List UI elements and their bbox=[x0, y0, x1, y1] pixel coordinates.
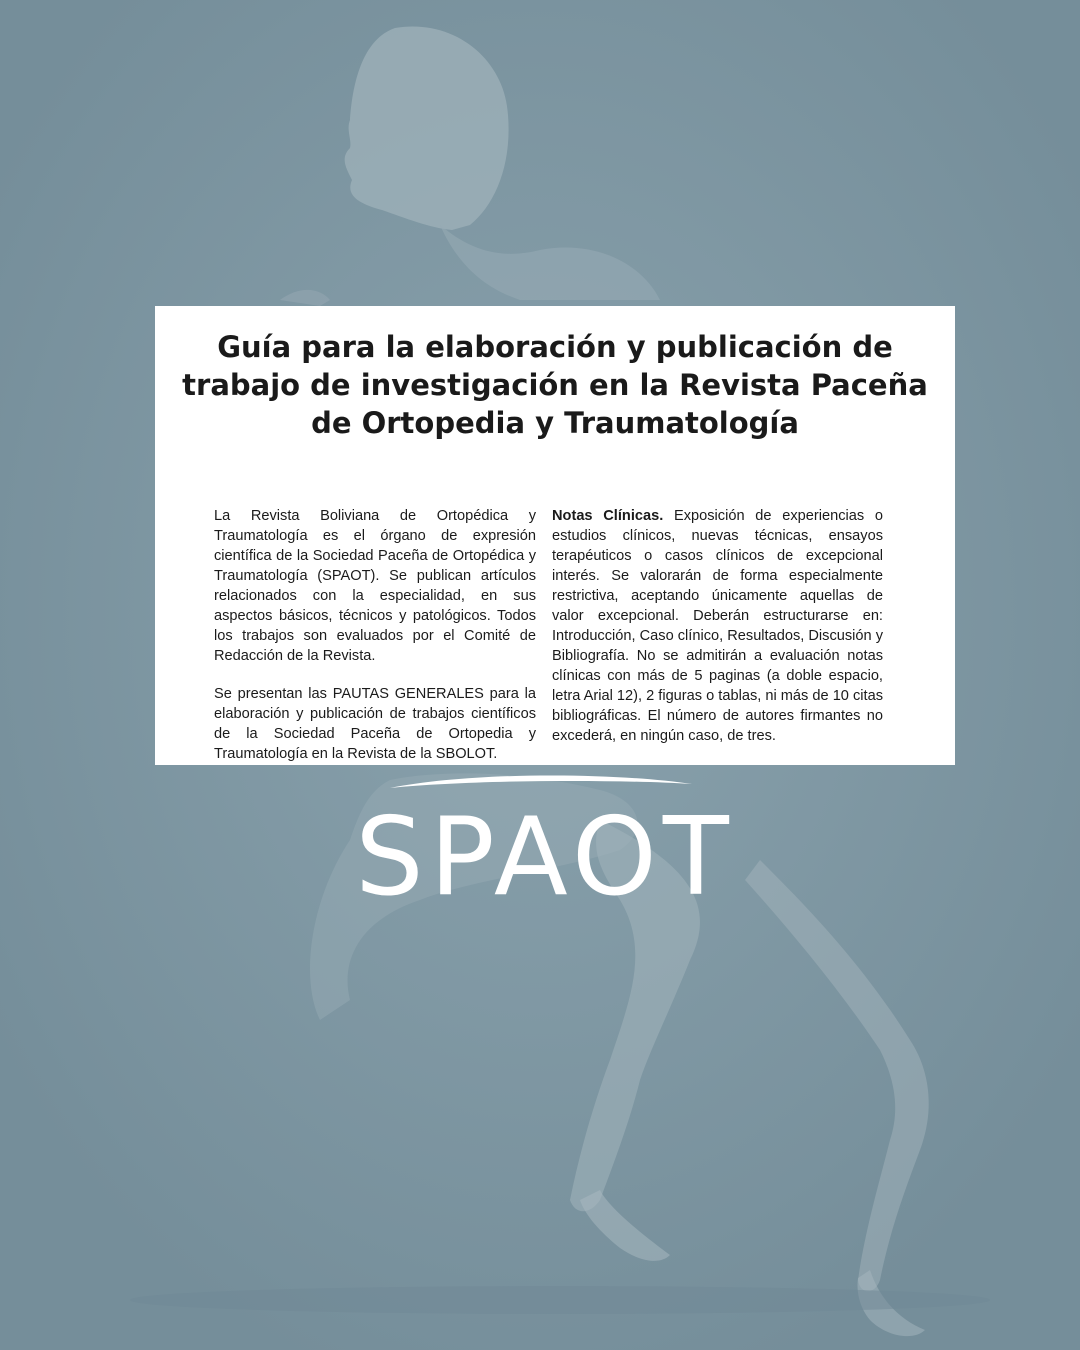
spaot-logo bbox=[320, 770, 770, 930]
clinical-notes-heading: Notas Clínicas. bbox=[552, 508, 664, 524]
guide-title: Guía para la elaboración y publicación de trabajo de investigación en la Revista Paceña de Ortopedia y Traumatología bbox=[182, 330, 928, 440]
article-excerpt-card bbox=[155, 306, 955, 765]
clinical-notes-paragraph bbox=[552, 506, 883, 746]
left-text-column bbox=[214, 506, 536, 765]
guidelines-paragraph: Se presentan las PAUTAS GENERALES para la elaboración y publicación de trabajos científicos de la Sociedad Paceña de Ortopedia y Traumatología en la Revista de la SBOLOT. bbox=[214, 686, 536, 762]
intro-paragraph: La Revista Boliviana de Ortopédica y Traumatología es el órgano de expresión científica de la Sociedad Paceña de Ortopédica y Traumatología (SPAOT). Se publican artículos relacionados con la especialidad, en sus aspectos básicos, técnicos y patológicos. Todos los trabajos son evaluados por el Comité de Redacción de la Revista. bbox=[214, 508, 536, 664]
logo-wordmark: SPAOT bbox=[355, 795, 735, 920]
right-text-column bbox=[552, 506, 883, 764]
clinical-notes-body: Exposición de experiencias o estudios clínicos, nuevas técnicas, ensayos terapéuticos o casos clínicos de excepcional interés. Se valorarán de forma especialmente restrictiva, aceptando únicamente aquellas de valor excepcional. Deberán estructurarse en: Introducción, Caso clínico, Resultados, Discusión y Bibliografía. No se admitirán a evaluación notas clínicas con más de 5 paginas (a doble espacio, letra Arial 12), 2 figuras o tablas, ni más de 10 citas bibliográficas. El número de autores firmantes no excederá, en ningún caso, de tres. bbox=[552, 508, 883, 744]
